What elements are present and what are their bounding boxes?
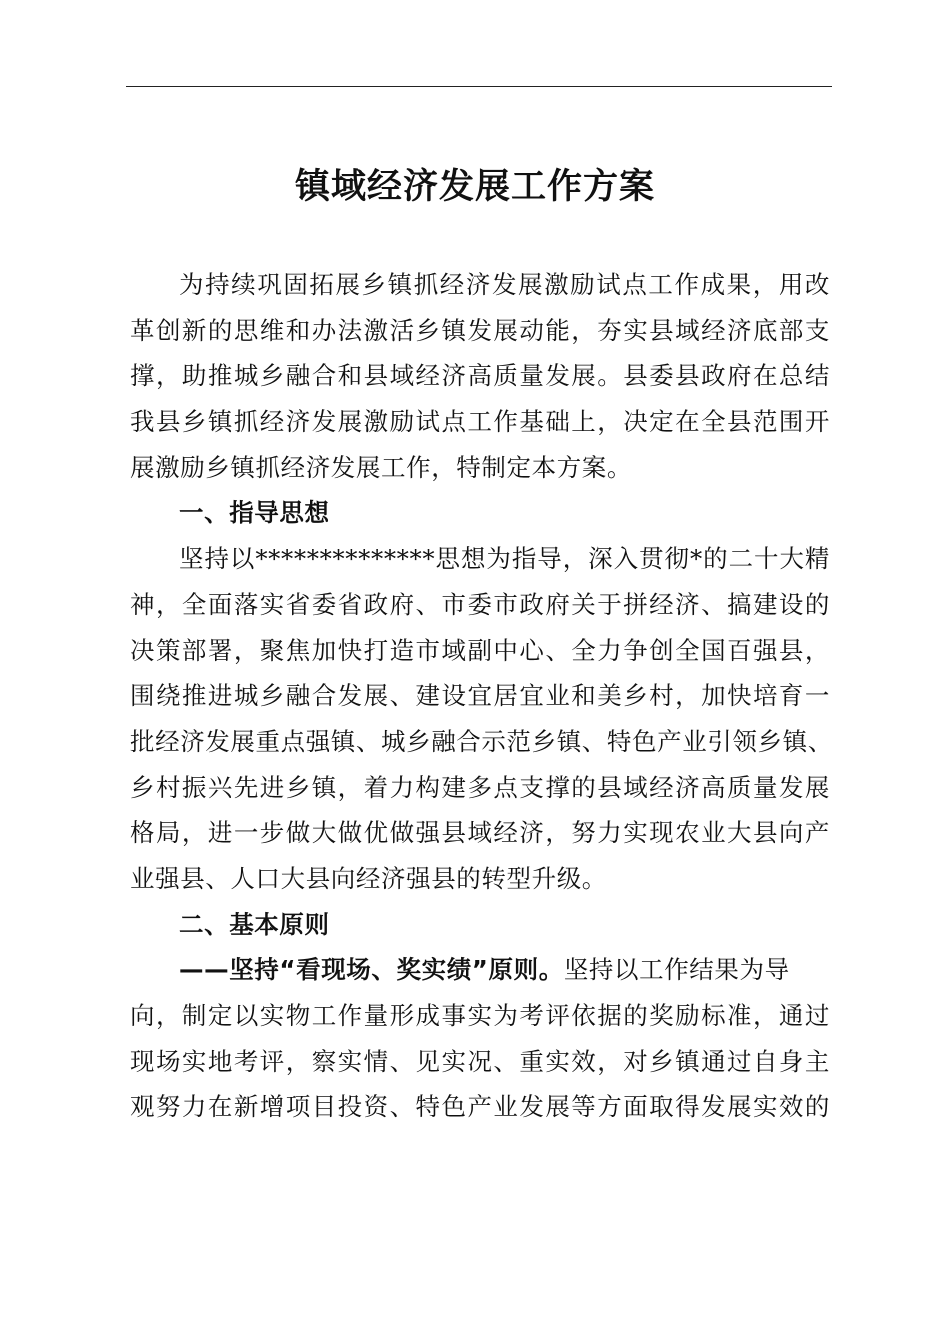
section2-line: 观努力在新增项目投资、特色产业发展等方面取得发展实效的 [130,1092,830,1122]
section1-line: 决策部署，聚焦加快打造市域副中心、全力争创全国百强县， [130,635,830,665]
intro-line: 革创新的思维和办法激活乡镇发展动能，夯实县域经济底部支 [130,315,830,345]
section-heading-guiding-ideology: 一、指导思想 [179,498,330,528]
section1-line: 业强县、人口大县向经济强县的转型升级。 [130,863,607,893]
section1-line: 乡村振兴先进乡镇，着力构建多点支撑的县域经济高质量发展 [130,772,830,802]
section1-line: 围绕推进城乡融合发展、建设宜居宜业和美乡村，加快培育一 [130,681,830,711]
section2-line: 现场实地考评，察实情、见实况、重实效，对乡镇通过自身主 [130,1046,830,1076]
intro-line: 展激励乡镇抓经济发展工作，特制定本方案。 [130,452,632,482]
principle-line [130,947,830,993]
section2-line: 向，制定以实物工作量形成事实为考评依据的奖励标准，通过 [130,1001,830,1030]
section1-line: 格局，进一步做大做优做强县域经济，努力实现农业大县向产 [130,818,830,848]
intro-line: 撑，助推城乡融合和县域经济高质量发展。县委县政府在总结 [130,361,830,391]
intro-line: 我县乡镇抓经济发展激励试点工作基础上，决定在全县范围开 [130,407,830,437]
section-heading-basic-principles: 二、基本原则 [179,909,330,939]
intro-line: 为持续巩固拓展乡镇抓经济发展激励试点工作成果，用改 [179,270,830,299]
section1-line: 批经济发展重点强镇、城乡融合示范乡镇、特色产业引领乡镇、 [130,726,833,756]
document-title: 镇域经济发展工作方案 [294,166,655,207]
principle-lead: ——坚持“看现场、奖实绩”原则。 [179,955,564,985]
section1-line: 坚持以**************思想为指导，深入贯彻*的二十大精 [179,544,830,574]
principle-text: 坚持以工作结果为导 [563,955,790,985]
section1-line: 神，全面落实省委省政府、市委市政府关于拼经济、搞建设的 [130,589,830,619]
header-rule [126,86,832,87]
document-body [130,262,833,1130]
